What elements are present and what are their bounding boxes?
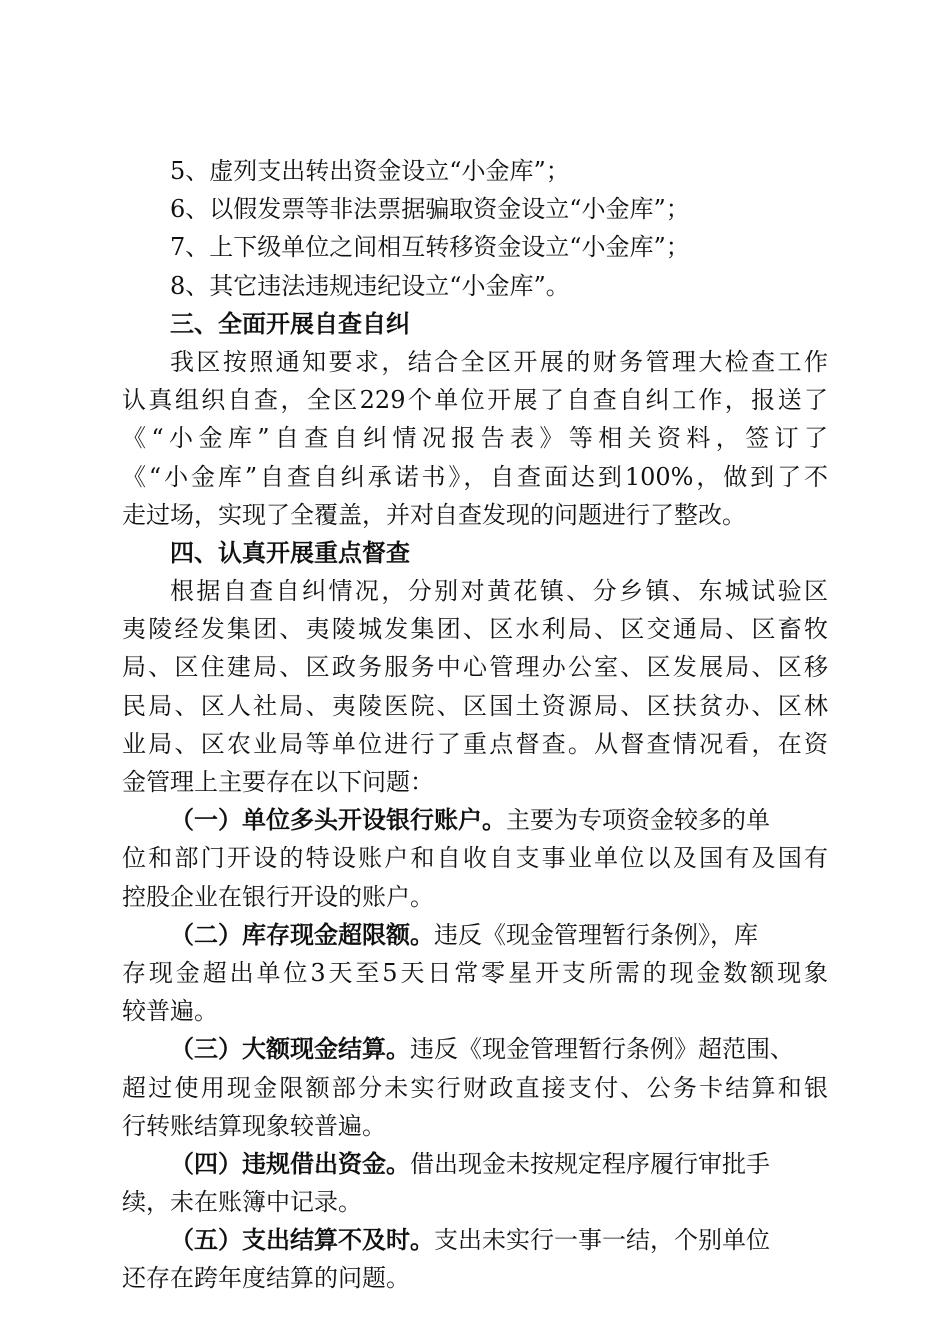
paragraph-line: 我区按照通知要求，结合全区开展的财务管理大检查工作 [170, 347, 828, 376]
problem-title: （五）支出结算不及时。 [170, 1225, 434, 1255]
problem-item-first-line [122, 1221, 828, 1259]
paragraph-line: 控股企业在银行开设的账户。 [122, 882, 434, 911]
paragraph-line: 业局、区农业局等单位进行了重点督查。从督查情况看，在资 [122, 729, 828, 758]
paragraph-line: 超过使用现金限额部分未实行财政直接支付、公务卡结算和银 [122, 1073, 828, 1102]
problem-text: 违反《现金管理暂行条例》超范围、 [410, 1035, 794, 1064]
section-heading: 四、认真开展重点督查 [170, 538, 410, 567]
paragraph-line: 还存在跨年度结算的问题。 [122, 1264, 410, 1293]
section-heading: 三、全面开展自查自纠 [170, 309, 410, 338]
paragraph-line: 夷陵经发集团、夷陵城发集团、区水利局、区交通局、区畜牧 [122, 615, 828, 644]
paragraph-line: 金管理上主要存在以下问题： [122, 768, 434, 796]
paragraph-line: 走过场，实现了全覆盖，并对自查发现的问题进行了整改。 [122, 500, 746, 529]
paragraph-line: 局、区住建局、区政务服务中心管理办公室、区发展局、区移 [122, 653, 828, 682]
paragraph-line: 较普遍。 [122, 997, 218, 1026]
paragraph-line: 根据自查自纠情况，分别对黄花镇、分乡镇、东城试验区 [170, 577, 828, 606]
list-item: 8、其它违法违规违纪设立“小金库”。 [170, 271, 570, 300]
paragraph-line: 民局、区人社局、夷陵医院、区国土资源局、区扶贫办、区林 [122, 691, 828, 720]
problem-item-first-line [122, 1145, 828, 1183]
paragraph-line: 《“小金库”自查自纠承诺书》，自查面达到100%，做到了不 [122, 462, 828, 491]
document-page [122, 152, 828, 1298]
problem-item-first-line [122, 916, 828, 954]
paragraph-line: 《“小金库”自查自纠情况报告表》等相关资料，签订了 [122, 424, 828, 453]
problem-item-first-line [122, 1030, 828, 1068]
problem-title: （四）违规借出资金。 [170, 1148, 410, 1178]
problem-title: （一）单位多头开设银行账户。 [170, 805, 506, 835]
problem-text: 主要为专项资金较多的单 [506, 806, 770, 835]
problem-title: （三）大额现金结算。 [170, 1034, 410, 1064]
list-item: 5、虚列支出转出资金设立“小金库”； [170, 157, 570, 185]
problem-title: （二）库存现金超限额。 [170, 919, 434, 949]
problem-text: 违反《现金管理暂行条例》，库 [434, 920, 758, 949]
paragraph-line: 续，未在账簿中记录。 [122, 1188, 362, 1217]
problem-text: 借出现金未按规定程序履行审批手 [410, 1149, 770, 1178]
paragraph-line: 行转账结算现象较普遍。 [122, 1111, 386, 1140]
problem-text: 支出未实行一事一结，个别单位 [434, 1226, 770, 1255]
list-item: 6、以假发票等非法票据骗取资金设立“小金库”； [170, 195, 690, 224]
problem-item-first-line [122, 801, 828, 839]
list-item: 7、上下级单位之间相互转移资金设立“小金库”； [170, 233, 690, 262]
paragraph-line: 位和部门开设的特设账户和自收自支事业单位以及国有及国有 [122, 844, 828, 873]
paragraph-line: 认真组织自查，全区229个单位开展了自查自纠工作，报送了 [122, 386, 828, 415]
paragraph-line: 存现金超出单位3天至5天日常零星开支所需的现金数额现象 [122, 958, 828, 987]
